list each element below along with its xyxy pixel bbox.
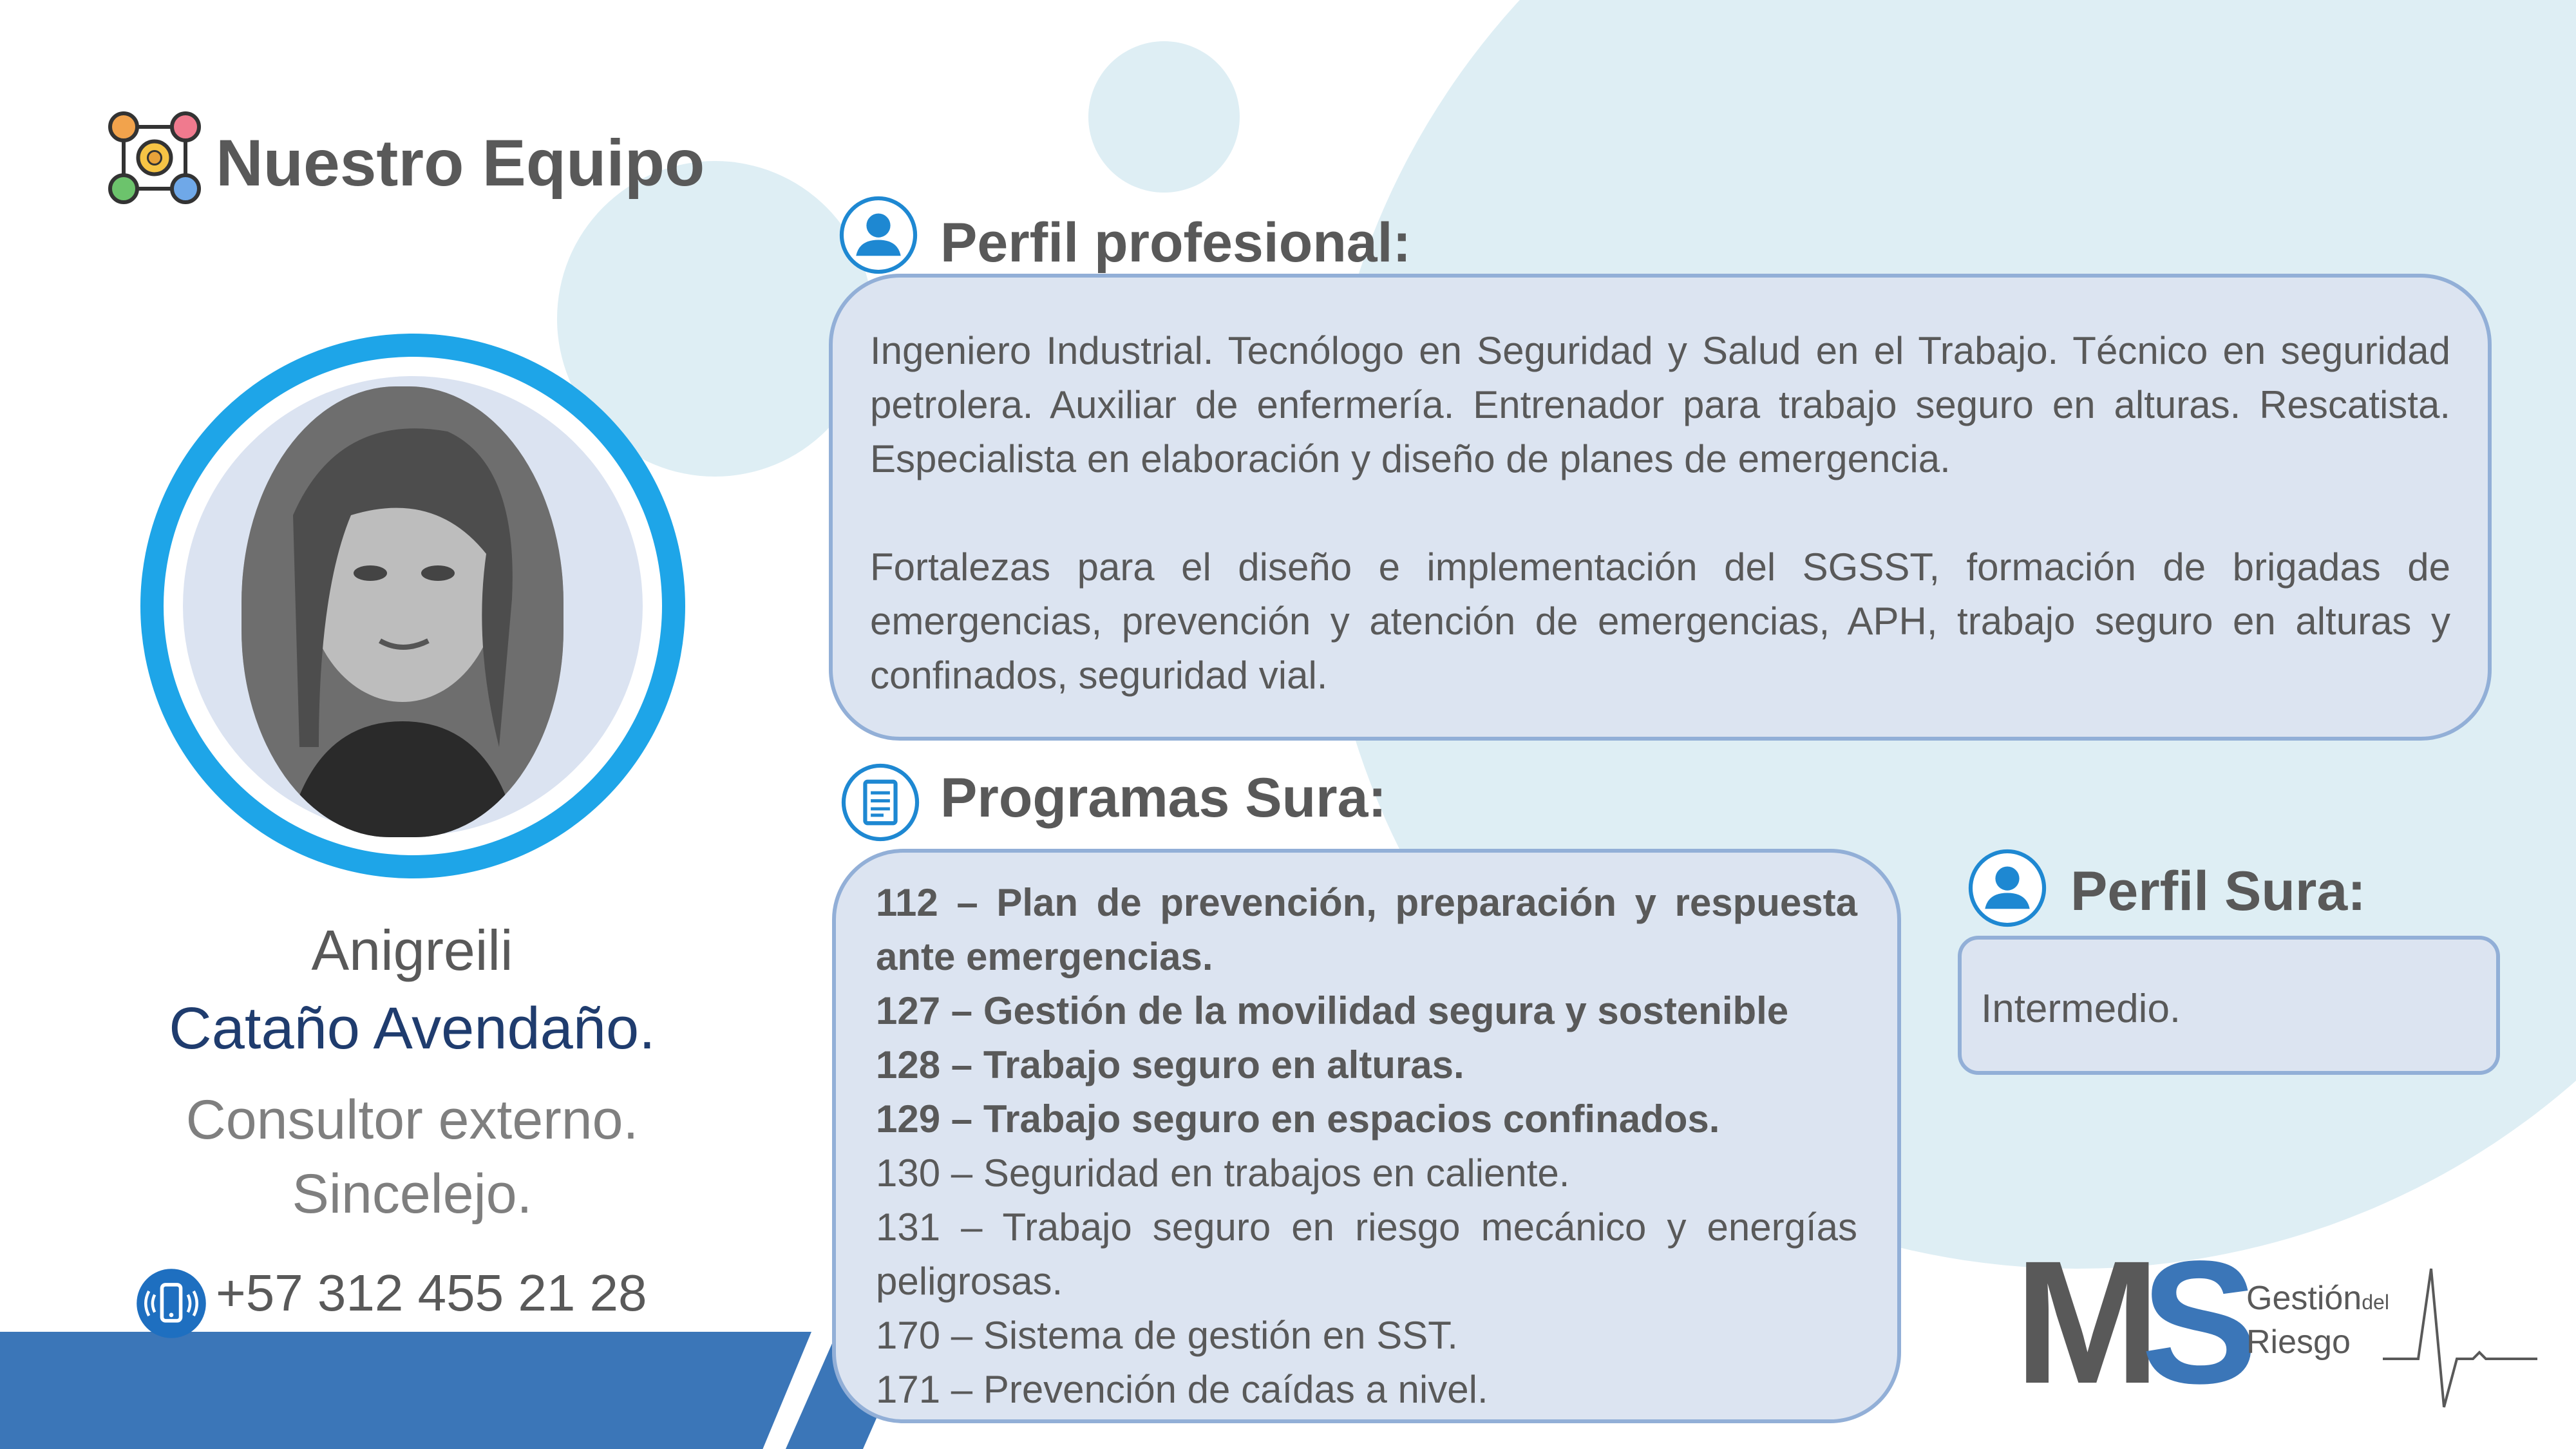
portrait-illustration	[242, 386, 564, 837]
heartbeat-line-icon	[2383, 1262, 2537, 1410]
last-name: Cataño Avendaño.	[169, 996, 656, 1061]
logo-text-small: del	[2362, 1291, 2389, 1314]
phone-number: +57 312 455 21 28	[216, 1264, 647, 1321]
user-icon	[838, 195, 918, 275]
page-title: Nuestro Equipo	[216, 126, 705, 200]
logo-text	[2246, 1278, 2389, 1362]
user-icon	[1967, 848, 2047, 928]
programas-box	[832, 849, 1901, 1423]
document-icon	[840, 762, 920, 842]
footer-bar	[0, 1332, 811, 1449]
program-item: 170 – Sistema de gestión en SST.	[876, 1314, 1458, 1357]
perfil-profesional-box	[829, 274, 2492, 741]
perfil-sura-value: Intermedio.	[1981, 987, 2181, 1031]
logo-mark	[2014, 1224, 2239, 1420]
background-circle-small	[1088, 41, 1240, 193]
mobile-phone-icon	[135, 1267, 207, 1340]
perfil-paragraph: Fortalezas para el diseño e implementación del SGSST, formación de brigadas de emergencias, prevención y atención de emergencias, APH, trabajo seguro en alturas y confinados, seguridad vial.	[870, 545, 2450, 697]
perfil-profesional-title: Perfil profesional:	[940, 212, 1412, 274]
logo-letter-s: S	[2141, 1224, 2239, 1420]
perfil-paragraph: Ingeniero Industrial. Tecnólogo en Seguridad y Salud en el Trabajo. Técnico en seguridad petrolera. Auxiliar de enfermería. Entrenador para trabajo seguro en alturas. Rescatista. Especialista en elaboración y diseño de planes de emergencia.	[870, 329, 2450, 480]
logo-letter-m: M	[2014, 1224, 2141, 1420]
programas-title: Programas Sura:	[940, 767, 1387, 829]
program-item: 130 – Seguridad en trabajos en caliente.	[876, 1151, 1570, 1195]
program-item: 131 – Trabajo seguro en riesgo mecánico y energías peligrosas.	[876, 1206, 1857, 1303]
profile-photo	[242, 386, 564, 837]
program-item: 128 – Trabajo seguro en alturas.	[876, 1043, 1464, 1086]
first-name: Anigreili	[311, 918, 513, 982]
city: Sincelejo.	[292, 1163, 533, 1225]
perfil-sura-box	[1958, 936, 2500, 1075]
program-item: 129 – Trabajo seguro en espacios confinados.	[876, 1097, 1720, 1141]
program-item: 127 – Gestión de la movilidad segura y sostenible	[876, 989, 1789, 1032]
role: Consultor externo.	[185, 1089, 639, 1151]
team-icon	[106, 109, 203, 206]
logo-text-line2: Riesgo	[2246, 1323, 2351, 1361]
perfil-sura-title: Perfil Sura:	[2070, 860, 2366, 922]
program-item: 112 – Plan de prevención, preparación y respuesta ante emergencias.	[876, 881, 1857, 978]
program-item: 171 – Prevención de caídas a nivel.	[876, 1368, 1488, 1411]
logo-text-line1: Gestión	[2246, 1280, 2362, 1317]
